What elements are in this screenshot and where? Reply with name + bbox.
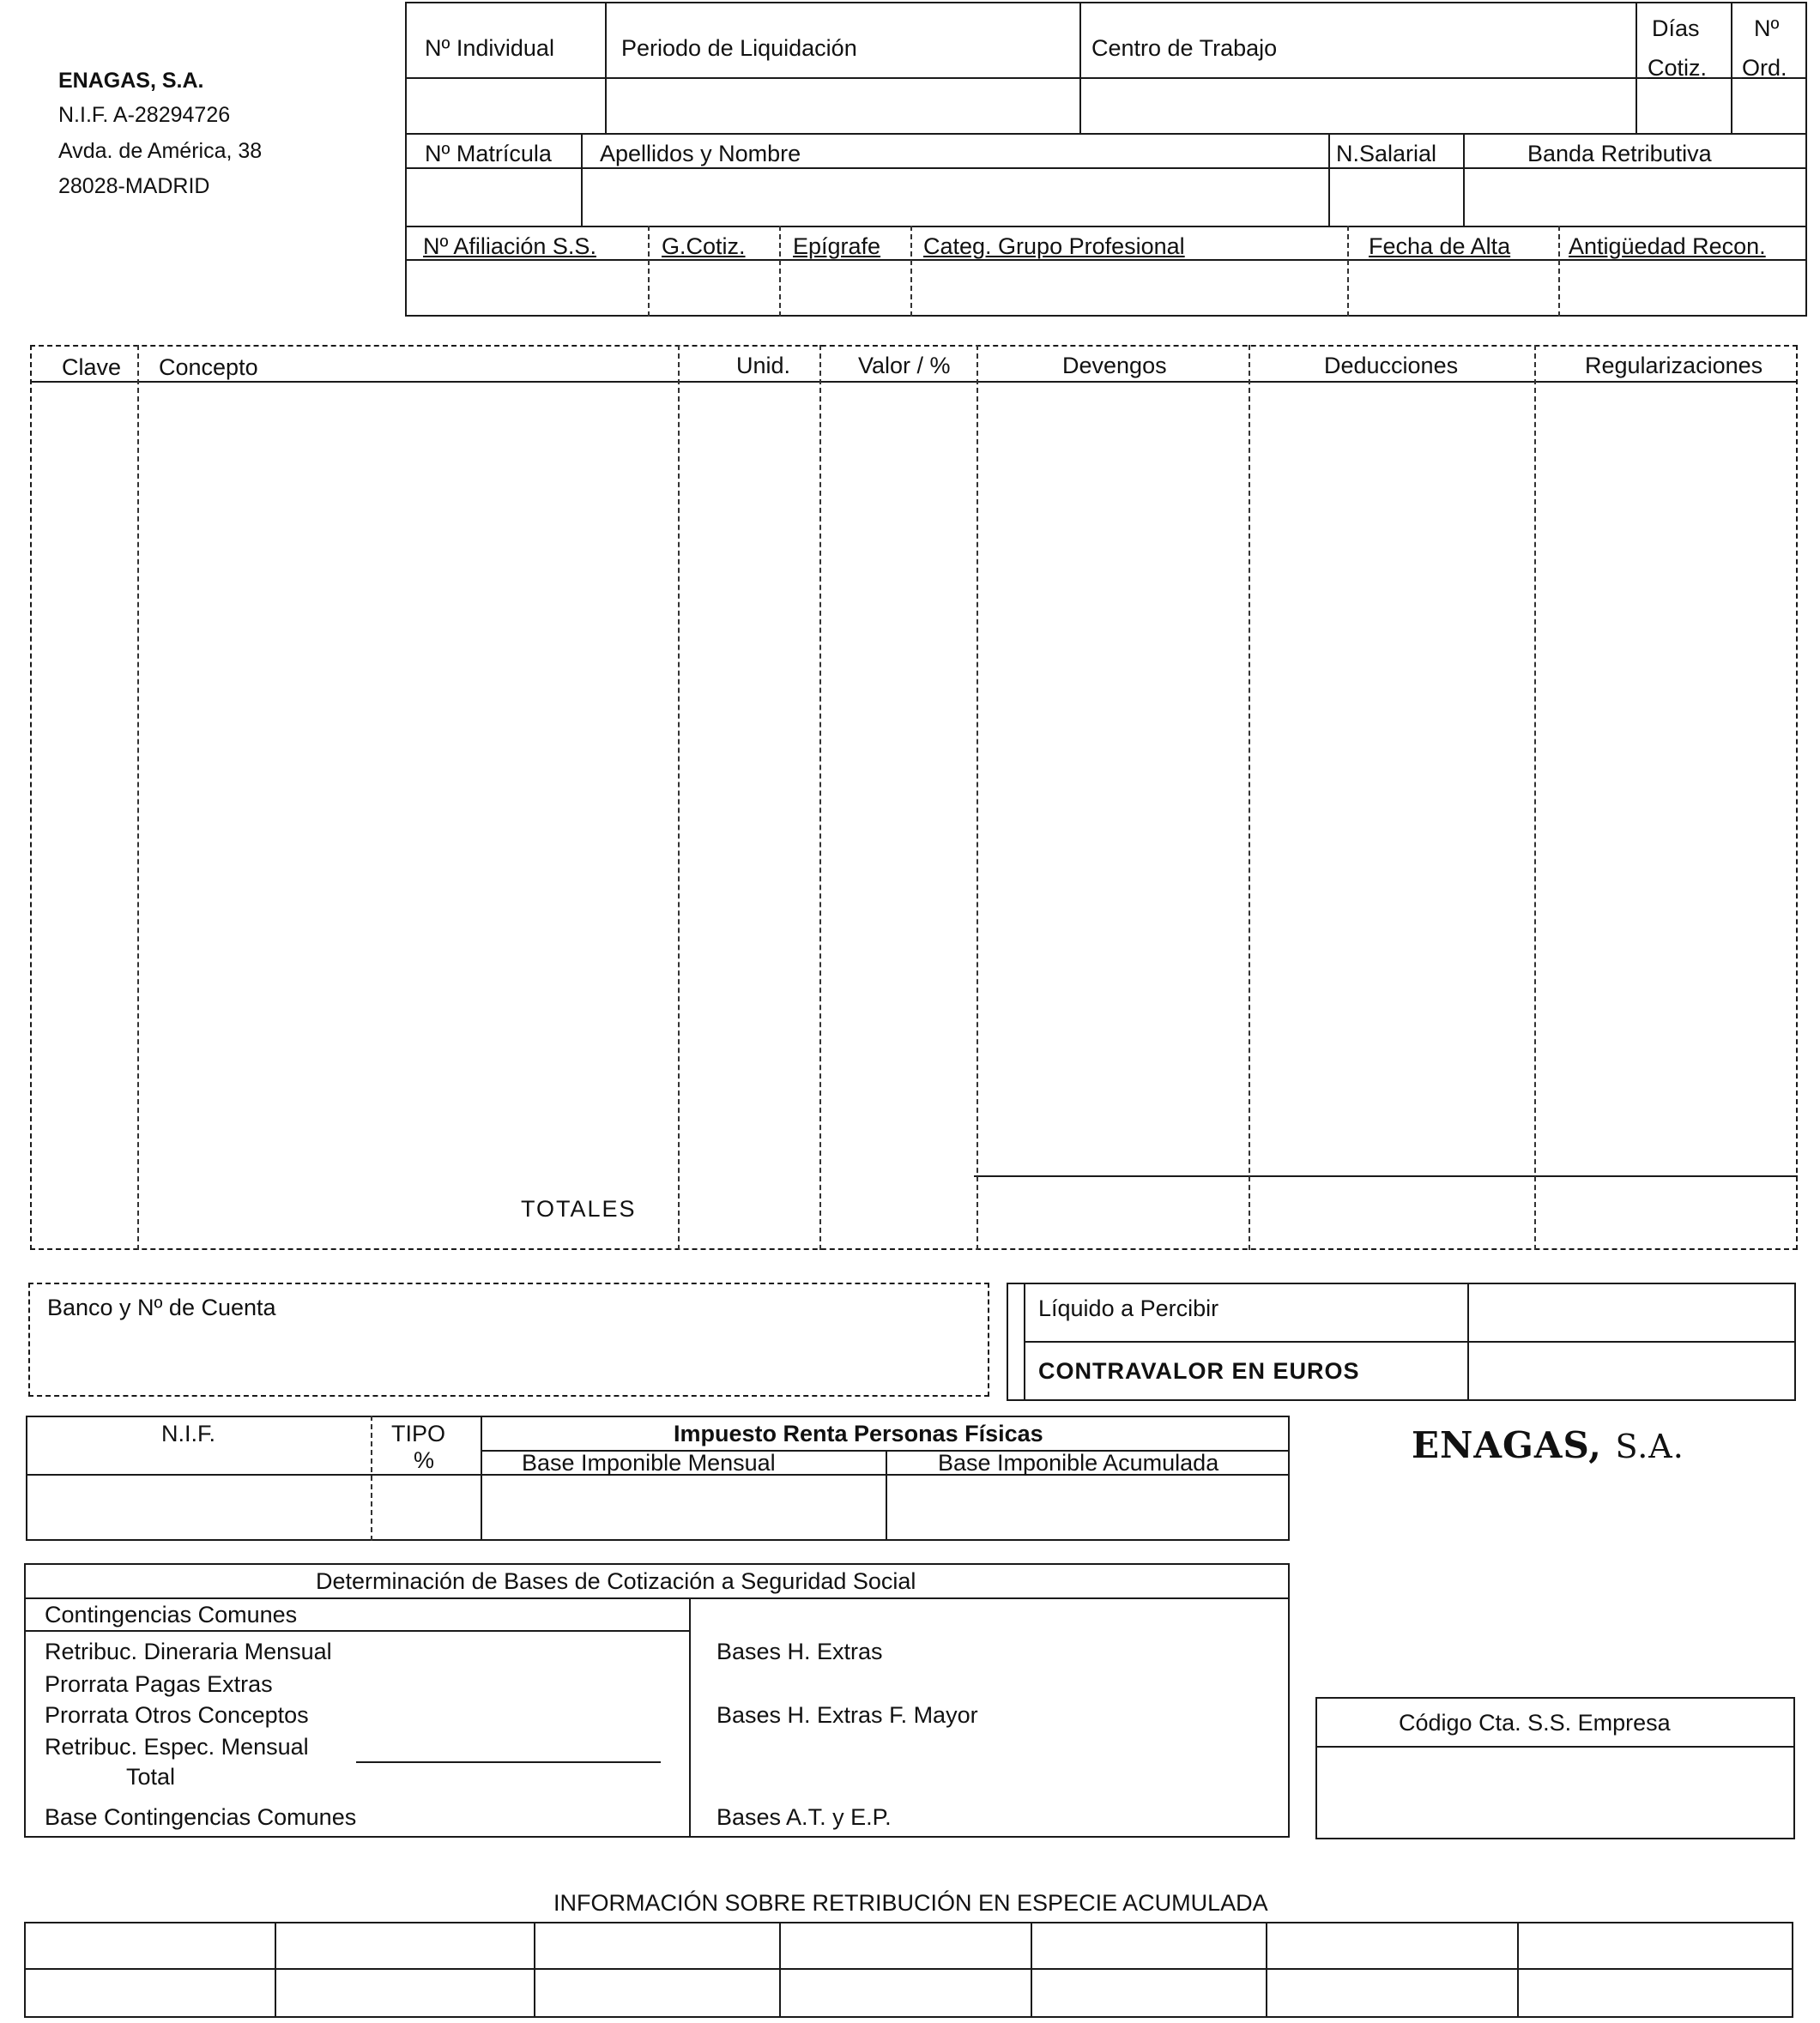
header-deducciones: Deducciones xyxy=(1324,353,1459,378)
header-concepto: Concepto xyxy=(159,354,258,380)
field-liquido[interactable] xyxy=(1469,1284,1794,1339)
field-fecha-alta[interactable] xyxy=(1349,261,1557,315)
field-gcotiz[interactable] xyxy=(650,261,778,315)
label-afiliacion: Nº Afiliación S.S. xyxy=(423,233,596,259)
label-apellidos: Apellidos y Nombre xyxy=(600,141,801,166)
label-liquido: Líquido a Percibir xyxy=(1038,1295,1219,1321)
logo-suffix: S.A. xyxy=(1615,1428,1684,1465)
field-n-individual[interactable] xyxy=(407,79,604,132)
field-antiguedad[interactable] xyxy=(1560,261,1806,315)
field-categ[interactable] xyxy=(912,261,1346,315)
label-contingencias: Contingencias Comunes xyxy=(45,1602,298,1627)
label-antiguedad: Antigüedad Recon. xyxy=(1569,233,1766,259)
label-contravalor: CONTRAVALOR EN EUROS xyxy=(1038,1358,1360,1384)
header-clave: Clave xyxy=(62,354,122,380)
label-ord: Ord. xyxy=(1742,55,1787,81)
field-epigrafe[interactable] xyxy=(781,261,910,315)
company-city: 28028-MADRID xyxy=(58,174,210,198)
label-ss-title: Determinación de Bases de Cotización a Seguridad Social xyxy=(316,1568,916,1594)
label-nsalarial: N.Salarial xyxy=(1336,141,1437,166)
field-contravalor[interactable] xyxy=(1469,1343,1794,1399)
label-retrib-espec: Retribuc. Espec. Mensual xyxy=(45,1734,309,1760)
field-apellidos[interactable] xyxy=(583,169,1327,225)
enagas-logo xyxy=(1412,1424,1684,1466)
label-pct: % xyxy=(414,1447,435,1473)
label-retrib-dineraria: Retribuc. Dineraria Mensual xyxy=(45,1639,332,1664)
label-categ: Categ. Grupo Profesional xyxy=(923,233,1185,259)
field-irpf-nif[interactable] xyxy=(27,1476,370,1539)
label-bases-hextras-fmayor: Bases H. Extras F. Mayor xyxy=(717,1702,978,1728)
field-dias-cotiz[interactable] xyxy=(1637,79,1730,132)
header-valor: Valor / % xyxy=(858,353,951,378)
concepts-table-frame xyxy=(30,345,1798,1250)
field-matricula[interactable] xyxy=(407,169,580,225)
especie-row[interactable] xyxy=(26,1970,1792,2016)
label-periodo: Periodo de Liquidación xyxy=(621,35,857,61)
label-centro: Centro de Trabajo xyxy=(1091,35,1278,61)
field-centro[interactable] xyxy=(1081,79,1635,132)
total-deducciones[interactable] xyxy=(1250,1177,1533,1248)
label-irpf-title: Impuesto Renta Personas Físicas xyxy=(674,1421,1043,1446)
field-nsalarial[interactable] xyxy=(1330,169,1462,225)
field-codigo-cta[interactable] xyxy=(1317,1748,1793,1838)
label-cotiz: Cotiz. xyxy=(1648,55,1708,81)
field-tipo[interactable] xyxy=(372,1476,480,1539)
label-especie-title: INFORMACIÓN SOBRE RETRIBUCIÓN EN ESPECIE ACUMULADA xyxy=(553,1890,1268,1916)
company-address: Avda. de América, 38 xyxy=(58,139,263,163)
field-base-mensual[interactable] xyxy=(482,1476,885,1539)
label-base-contingencias: Base Contingencias Comunes xyxy=(45,1804,357,1830)
field-periodo[interactable] xyxy=(607,79,1079,132)
total-regularizaciones[interactable] xyxy=(1536,1177,1796,1248)
field-base-acumulada[interactable] xyxy=(887,1476,1288,1539)
label-n-individual: Nº Individual xyxy=(425,35,554,61)
label-banda: Banda Retributiva xyxy=(1527,141,1712,166)
label-banco: Banco y Nº de Cuenta xyxy=(47,1295,276,1320)
especie-row[interactable] xyxy=(26,1923,1792,1967)
company-nif: N.I.F. A-28294726 xyxy=(58,103,231,127)
field-afiliacion[interactable] xyxy=(407,261,647,315)
label-dias: Días xyxy=(1652,15,1700,41)
field-n-ord[interactable] xyxy=(1732,79,1806,132)
label-irpf-nif: N.I.F. xyxy=(161,1421,216,1446)
header-devengos: Devengos xyxy=(1062,353,1167,378)
label-totales: TOTALES xyxy=(521,1196,637,1222)
header-regularizaciones: Regularizaciones xyxy=(1585,353,1763,378)
label-bases-at: Bases A.T. y E.P. xyxy=(717,1804,892,1830)
label-base-mensual: Base Imponible Mensual xyxy=(522,1450,776,1476)
label-base-acumulada: Base Imponible Acumulada xyxy=(938,1450,1219,1476)
field-banda[interactable] xyxy=(1465,169,1806,225)
label-tipo: TIPO xyxy=(391,1421,446,1446)
total-devengos[interactable] xyxy=(978,1177,1247,1248)
label-prorrata-pagas: Prorrata Pagas Extras xyxy=(45,1671,273,1697)
label-matricula: Nº Matrícula xyxy=(425,141,552,166)
label-epigrafe: Epígrafe xyxy=(793,233,881,259)
label-gcotiz: G.Cotiz. xyxy=(662,233,746,259)
label-prorrata-otros: Prorrata Otros Conceptos xyxy=(45,1702,309,1728)
label-codigo-cta: Código Cta. S.S. Empresa xyxy=(1399,1710,1671,1736)
label-total: Total xyxy=(126,1764,176,1790)
label-bases-hextras: Bases H. Extras xyxy=(717,1639,883,1664)
header-unid: Unid. xyxy=(736,353,791,378)
label-fecha-alta: Fecha de Alta xyxy=(1369,233,1511,259)
company-name: ENAGAS, S.A. xyxy=(58,69,204,93)
label-n: Nº xyxy=(1754,15,1780,41)
logo-text: ENAGAS, xyxy=(1412,1424,1602,1466)
